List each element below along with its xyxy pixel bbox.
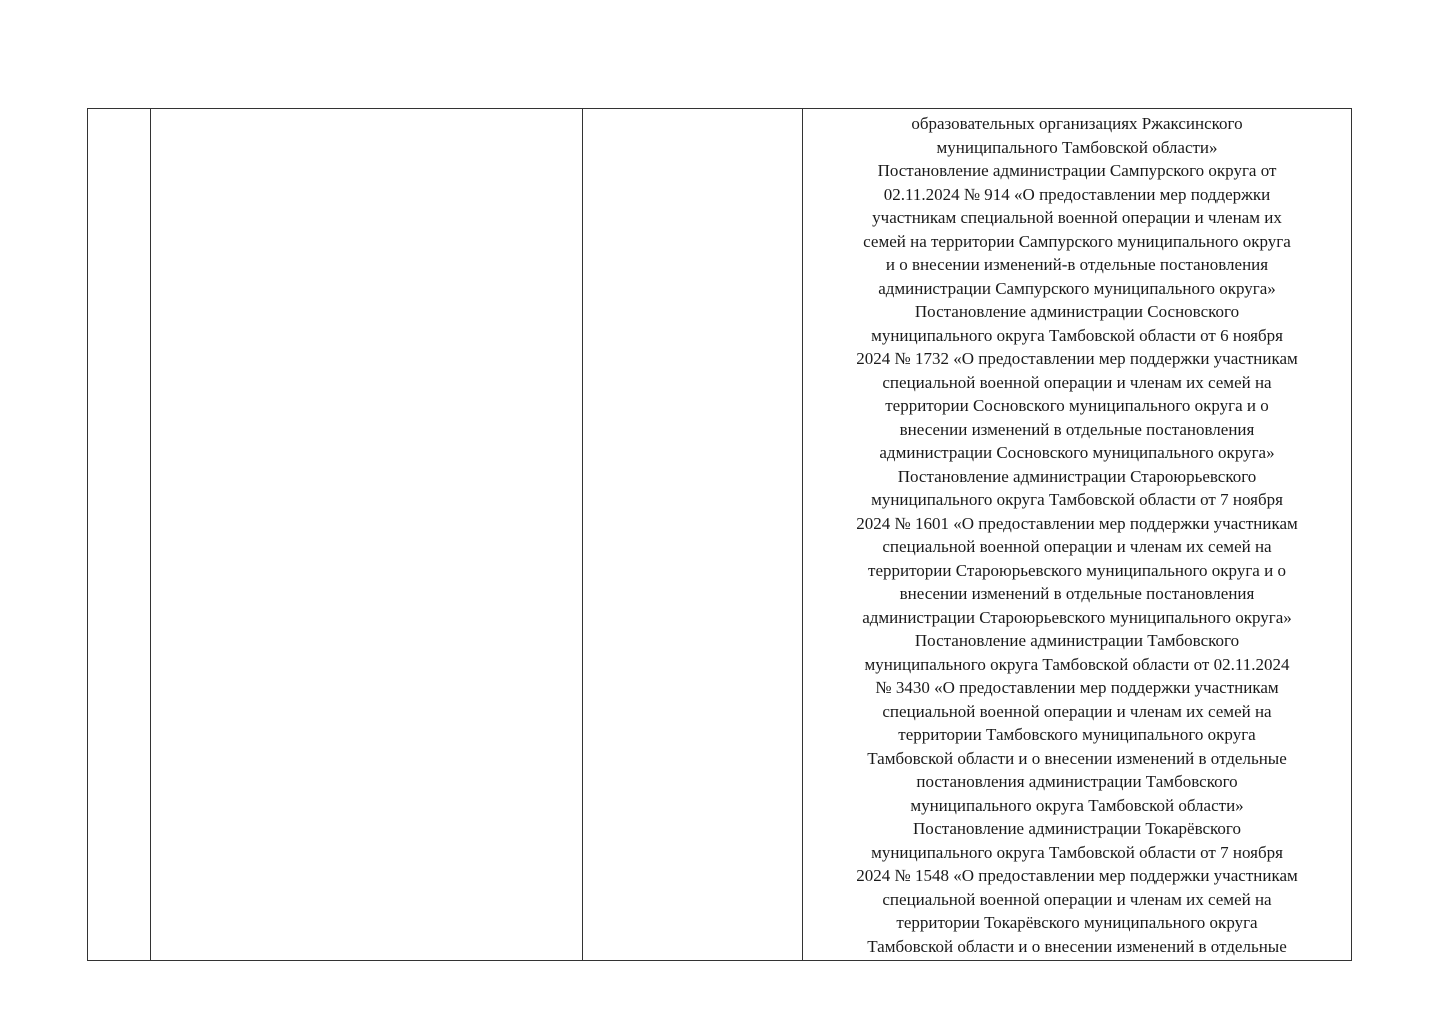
cell-text-line: территории Тамбовского муниципального округа	[898, 725, 1256, 744]
cell-text-line: 2024 № 1548 «О предоставлении мер поддержки участникам	[856, 866, 1298, 885]
cell-text-line: муниципального округа Тамбовской области от 7 ноября	[871, 490, 1283, 509]
cell-text-line: администрации Староюрьевского муниципального округа»	[862, 607, 1292, 627]
cell-text-line: муниципального округа Тамбовской области»	[910, 795, 1244, 815]
cell-text-line: территории Староюрьевского муниципального округа и о	[868, 560, 1286, 580]
cell-text-line: Тамбовской области и о внесении изменений в отдельные	[867, 748, 1287, 768]
cell-text-line: Постановление администрации Тамбовского	[914, 631, 1240, 650]
cell-text-line: Постановление администрации Токарёвского	[913, 819, 1241, 838]
cell-text-line: администрации Сосновского муниципального округа»	[879, 443, 1275, 462]
cell-text-line: специальной военной операции и членам их семей на	[882, 372, 1272, 392]
cell-text-line: специальной военной операции и членам их семей на	[882, 889, 1272, 909]
cell-text-line: семей на территории Сампурского муниципального округа	[863, 231, 1291, 251]
cell-text-line: администрации Сампурского муниципального округа»	[878, 278, 1276, 298]
cell-text-line: Тамбовской области и о внесении изменений в отдельные	[867, 936, 1287, 956]
cell-text-line: и о внесении изменений-в отдельные постановления	[885, 255, 1269, 274]
cell-text-line: внесении изменений в отдельные постановления	[899, 419, 1255, 439]
cell-text-line: участникам специальной военной операции и членам их	[872, 208, 1282, 227]
cell-text-line: муниципального округа Тамбовской области от 7 ноября	[871, 842, 1283, 862]
cell-text-line: территории Токарёвского муниципального округа	[896, 913, 1258, 932]
cell-text-line: муниципального округа Тамбовской области от 02.11.2024	[864, 654, 1290, 674]
document-table	[87, 108, 1352, 961]
cell-text-line: 02.11.2024 № 914 «О предоставлении мер поддержки	[883, 184, 1271, 204]
cell-text-line: специальной военной операции и членам их семей на	[882, 537, 1272, 556]
cell-text-line: территории Сосновского муниципального округа и о	[885, 396, 1269, 415]
column-divider-1	[150, 109, 151, 960]
cell-text-line: Постановление администрации Сампурского округа от	[877, 161, 1277, 180]
cell-text-line: Постановление администрации Сосновского	[914, 302, 1240, 321]
cell-text-line: муниципального Тамбовской области»	[936, 137, 1218, 157]
cell-text-line: 2024 № 1601 «О предоставлении мер поддержки участникам	[856, 513, 1298, 533]
cell-text-line: муниципального округа Тамбовской области от 6 ноября	[871, 325, 1283, 345]
cell-text-line: Постановление администрации Староюрьевского	[897, 466, 1257, 486]
cell-text-line: внесении изменений в отдельные постановления	[899, 584, 1255, 603]
cell-text-line: специальной военной операции и членам их семей на	[882, 701, 1272, 721]
cell-text-line: образовательных организациях Ржаксинского	[911, 114, 1243, 133]
cell-text-line: № 3430 «О предоставлении мер поддержки участникам	[875, 678, 1279, 697]
last-column-cell	[803, 112, 1351, 960]
cell-text-line: 2024 № 1732 «О предоставлении мер поддержки участникам	[856, 349, 1298, 368]
cell-text-line: постановления администрации Тамбовского	[916, 772, 1238, 791]
column-divider-2	[582, 109, 583, 960]
